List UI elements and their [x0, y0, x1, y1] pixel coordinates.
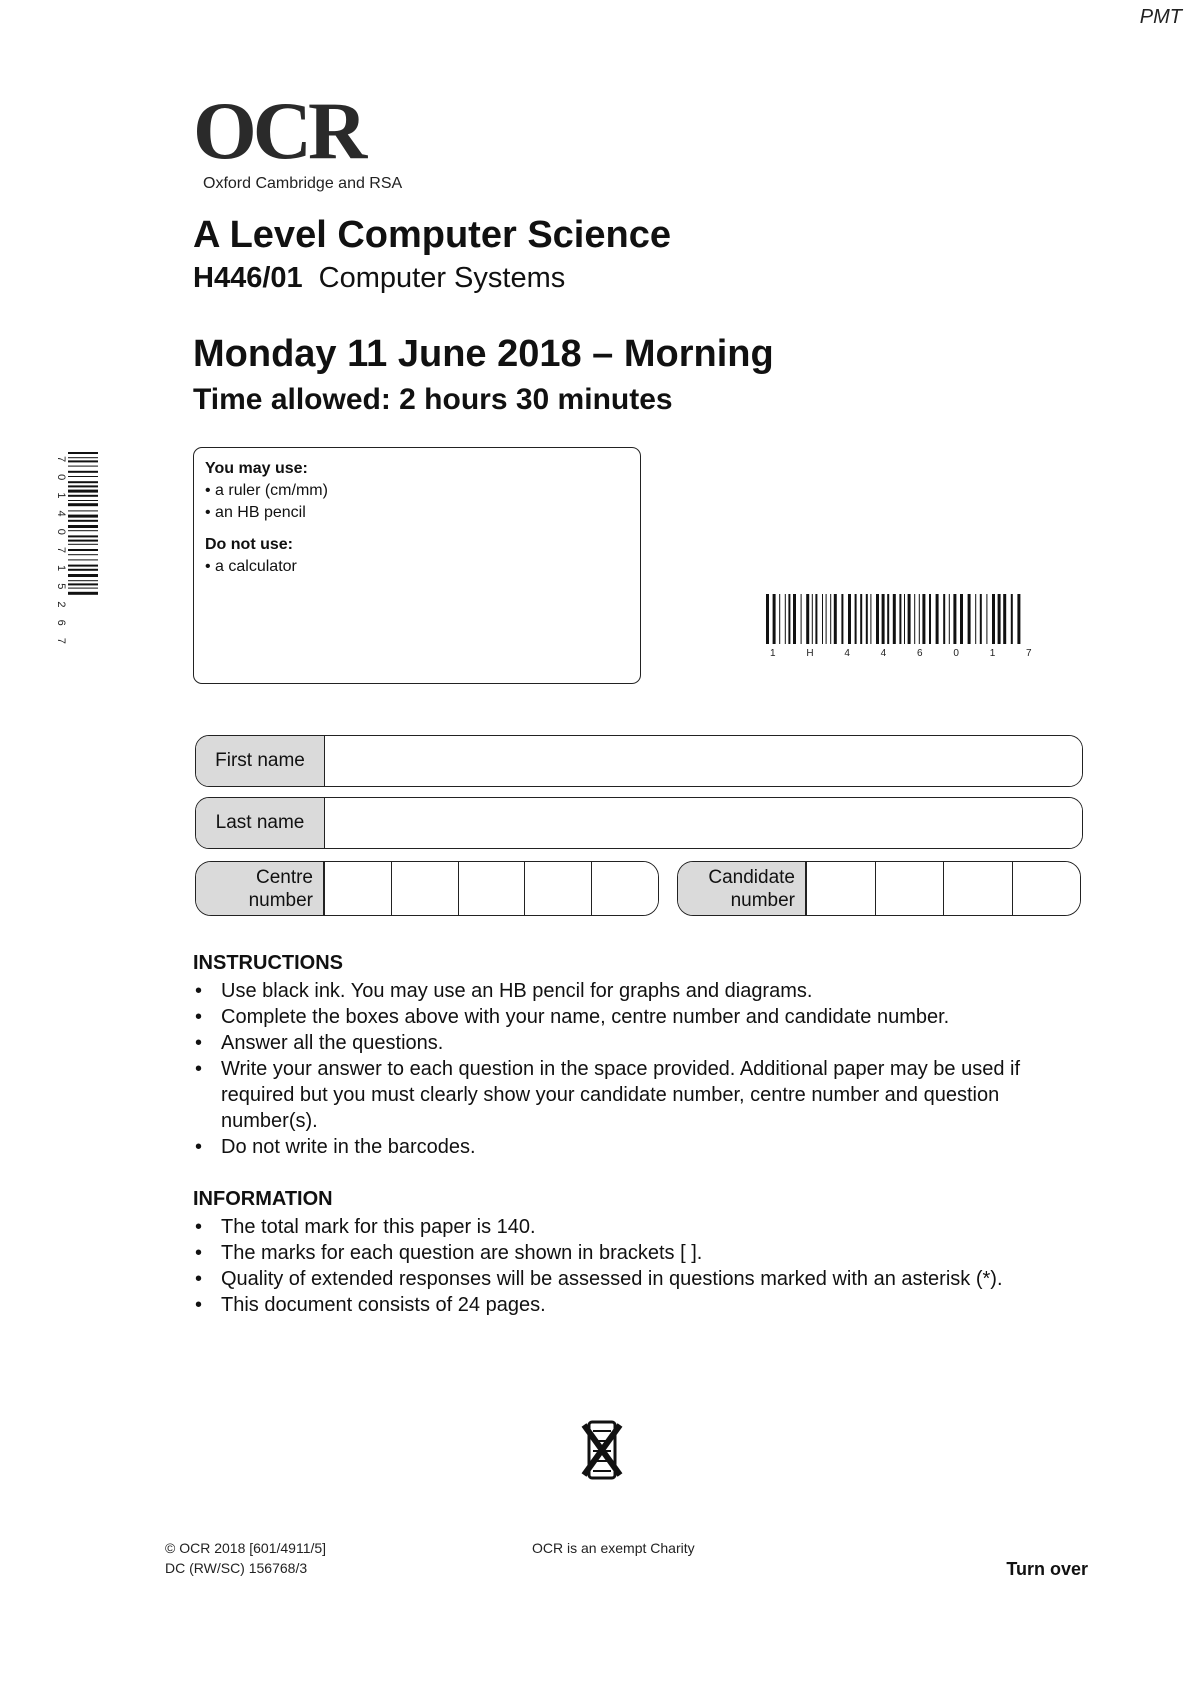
barcode-bar: [866, 594, 868, 644]
barcode-bar: [855, 594, 857, 644]
candidate-number-box: [677, 861, 1081, 916]
centre-number-digit[interactable]: [524, 862, 591, 915]
may-use-item: • an HB pencil: [205, 504, 306, 521]
footer-charity: OCR is an exempt Charity: [532, 1540, 695, 1556]
may-use-heading: You may use:: [205, 460, 308, 477]
barcode-bar: [919, 594, 920, 644]
centre-number-label: Centre number: [196, 862, 324, 915]
candidate-number-digit[interactable]: [806, 862, 875, 915]
footer-reference: DC (RW/SC) 156768/3: [165, 1560, 308, 1576]
barcode-bar: [992, 594, 995, 644]
turn-over: Turn over: [1006, 1559, 1088, 1579]
first-name-label: First name: [196, 736, 325, 786]
first-name-row: [195, 735, 1083, 787]
barcode-bar: [68, 592, 98, 595]
barcode-bar: [766, 594, 769, 644]
barcode-bar: [773, 594, 776, 644]
barcode-bar: [968, 594, 971, 644]
barcode-bar: [68, 530, 98, 531]
paper-barcode-digits: 1 H 4 4 6 0 1 7: [770, 648, 1046, 658]
centre-number-digit[interactable]: [458, 862, 525, 915]
barcode-bar: [785, 594, 786, 644]
footer-copyright: © OCR 2018 [601/4911/5]: [165, 1540, 327, 1556]
barcode-bar: [1011, 594, 1013, 644]
barcode-bar: [68, 460, 98, 462]
barcode-bar: [68, 554, 98, 555]
component-line: [193, 262, 565, 295]
barcode-bar: [68, 569, 98, 571]
barcode-bar: [936, 594, 939, 644]
qualification-title: A Level Computer Science: [193, 214, 671, 256]
barcode-bar: [899, 594, 901, 644]
instruction-item: • Use black ink. You may use an HB pencil for graphs and diagrams.: [193, 978, 1083, 1004]
barcode-bar: [68, 466, 98, 467]
barcode-bar: [929, 594, 931, 644]
barcode-bar: [68, 574, 98, 577]
barcode-bar: [870, 594, 871, 644]
information-list: [193, 1214, 1083, 1318]
logo-wordmark: OCR: [193, 85, 364, 176]
barcode-bar: [812, 594, 813, 644]
barcode-bar: [68, 544, 98, 545]
side-barcode-digits: 7 0 1 4 0 7 1 5 2 6 7: [55, 456, 67, 649]
instruction-item: • Answer all the questions.: [193, 1030, 1083, 1056]
barcode-bar: [904, 594, 905, 644]
last-name-label: Last name: [196, 798, 325, 848]
centre-number-box: [195, 861, 659, 916]
candidate-number-digit[interactable]: [1012, 862, 1081, 915]
barcode-bar: [68, 535, 98, 537]
barcode-bar: [68, 540, 98, 542]
barcode-bar: [943, 594, 945, 644]
first-name-field[interactable]: [325, 736, 1082, 786]
barcode-bar: [801, 594, 802, 644]
information-heading: INFORMATION: [193, 1188, 333, 1210]
information-item: • This document consists of 24 pages.: [193, 1292, 1083, 1318]
instruction-item: • Write your answer to each question in the space provided. Additional paper may be used if required but you must clearly show your candidate number, centre number and question number(s).: [193, 1056, 1083, 1134]
do-not-use-heading: Do not use:: [205, 536, 293, 553]
barcode-bar: [779, 594, 780, 644]
may-use-item: • a ruler (cm/mm): [205, 482, 328, 499]
barcode-bar: [68, 510, 98, 511]
barcode-bar: [68, 588, 98, 589]
centre-number-digit[interactable]: [591, 862, 658, 915]
barcode-bar: [68, 559, 98, 560]
instructions-heading: INSTRUCTIONS: [193, 952, 343, 974]
barcode-bar: [914, 594, 915, 644]
barcode-bar: [893, 594, 896, 644]
barcode-bar: [788, 594, 790, 644]
barcode-bar: [960, 594, 963, 644]
instruction-item: • Do not write in the barcodes.: [193, 1134, 1083, 1160]
barcode-bar: [1003, 594, 1006, 644]
information-item: • Quality of extended responses will be assessed in questions marked with an asterisk (*).: [193, 1266, 1083, 1292]
barcode-bar: [953, 594, 956, 644]
barcode-bar: [68, 485, 98, 487]
barcode-bar: [882, 594, 885, 644]
barcode-bar: [68, 476, 98, 477]
barcode-bar: [949, 594, 950, 644]
last-name-field[interactable]: [325, 798, 1082, 848]
time-allowed: Time allowed: 2 hours 30 minutes: [193, 383, 673, 416]
barcode-bar: [980, 594, 982, 644]
paper-code: H446/01: [193, 262, 303, 294]
barcode-bar: [841, 594, 843, 644]
barcode-bar: [986, 594, 987, 644]
centre-number-digit[interactable]: [391, 862, 458, 915]
barcode-bar: [975, 594, 976, 644]
instructions-list: [193, 978, 1083, 1160]
candidate-number-label: Candidate number: [678, 862, 806, 915]
barcode-bar: [908, 594, 911, 644]
barcode-bar: [830, 594, 831, 644]
barcode-bar: [68, 520, 98, 522]
centre-number-digit[interactable]: [324, 862, 391, 915]
do-not-use-item: • a calculator: [205, 558, 297, 575]
barcode-bar: [815, 594, 817, 644]
last-name-row: [195, 797, 1083, 849]
barcode-bar: [822, 594, 823, 644]
barcode-bar: [68, 515, 98, 518]
barcode-bar: [68, 549, 98, 551]
side-barcode: [50, 452, 98, 684]
information-item: • The total mark for this paper is 140.: [193, 1214, 1083, 1240]
barcode-bar: [68, 452, 98, 454]
no-pencil-icon: [580, 1419, 624, 1481]
logo-tagline: Oxford Cambridge and RSA: [203, 175, 403, 192]
barcode-bar: [1017, 594, 1020, 644]
candidate-number-digit[interactable]: [875, 862, 944, 915]
barcode-bar: [806, 594, 809, 644]
barcode-bar: [68, 471, 98, 473]
paper-barcode: [766, 594, 1054, 658]
barcode-bar: [860, 594, 862, 644]
barcode-bar: [834, 594, 837, 644]
component-name: Computer Systems: [318, 262, 566, 294]
barcode-bar: [68, 500, 98, 501]
barcode-bar: [887, 594, 889, 644]
exam-date: Monday 11 June 2018 – Morning: [193, 333, 774, 375]
barcode-bar: [848, 594, 851, 644]
equipment-box: [193, 447, 641, 684]
barcode-bar: [68, 457, 98, 458]
barcode-bar: [876, 594, 879, 644]
pmt-watermark: PMT: [1139, 6, 1182, 28]
barcode-bar: [826, 594, 827, 644]
barcode-bar: [998, 594, 1001, 644]
barcode-bar: [68, 481, 98, 483]
barcode-bar: [922, 594, 925, 644]
information-item: • The marks for each question are shown in brackets [ ].: [193, 1240, 1083, 1266]
ocr-logo: [193, 85, 403, 193]
barcode-bar: [68, 525, 98, 528]
candidate-number-digit[interactable]: [943, 862, 1012, 915]
barcode-bar: [793, 594, 796, 644]
barcode-bar: [68, 583, 98, 585]
instruction-item: • Complete the boxes above with your name, centre number and candidate number.: [193, 1004, 1083, 1030]
barcode-bar: [68, 565, 98, 567]
barcode-bar: [68, 503, 98, 506]
barcode-bar: [68, 495, 98, 497]
barcode-bar: [68, 580, 98, 581]
barcode-bar: [68, 490, 98, 493]
